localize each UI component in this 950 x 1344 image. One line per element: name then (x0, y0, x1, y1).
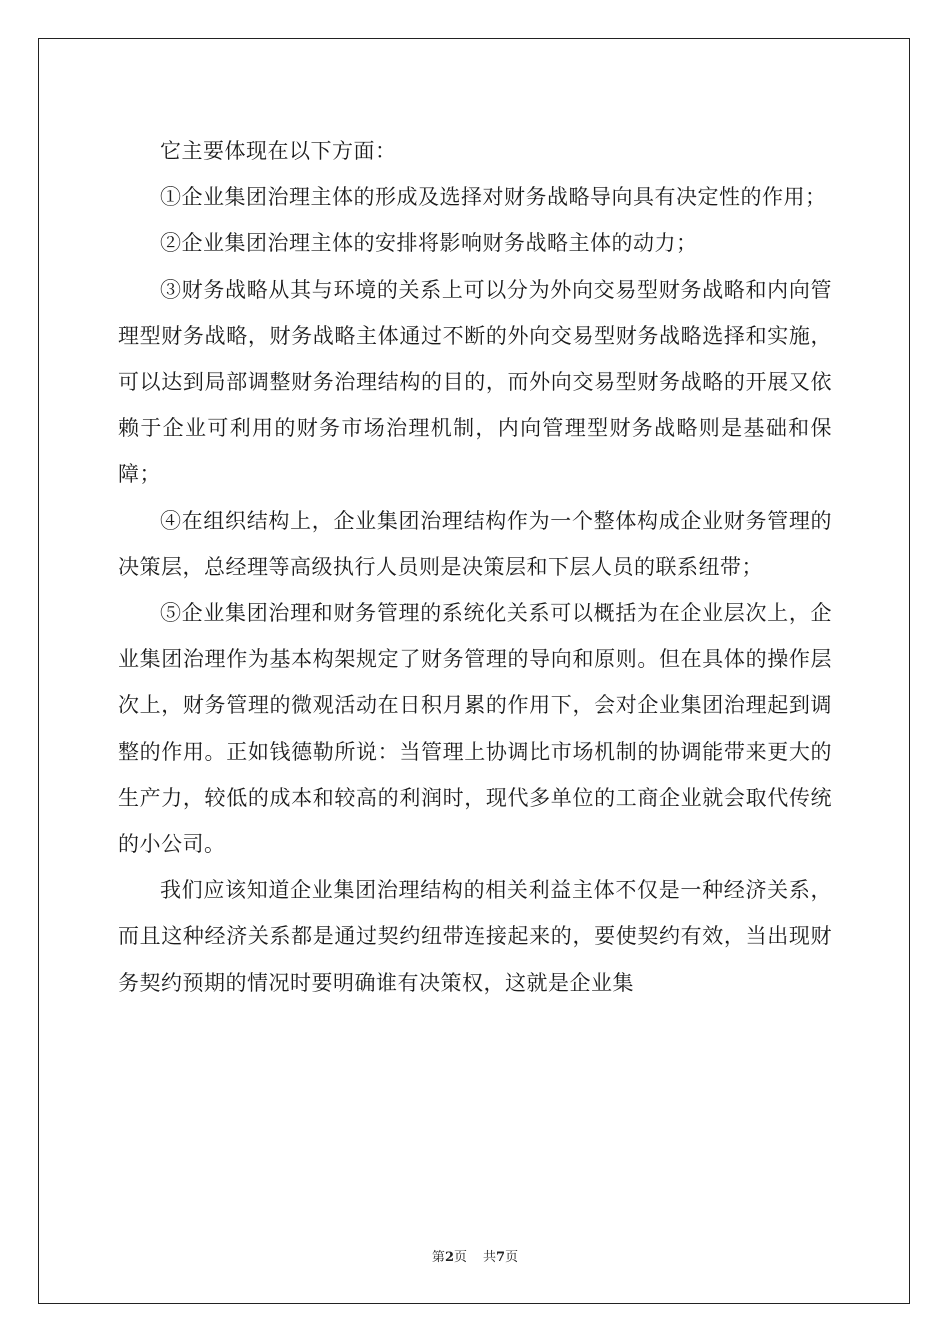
total-page-count: 7 (496, 1250, 506, 1265)
paragraph-point-5: ⑤企业集团治理和财务管理的系统化关系可以概括为在企业层次上，企业集团治理作为基本构架规定了财务管理的导向和原则。但在具体的操作层次上，财务管理的微观活动在日积月累的作用下，会对企业集团治理起到调整的作用。正如钱德勒所说：当管理上协调比市场机制的协调能带来更大的生产力，较低的成本和较高的利润时，现代多单位的工商企业就会取代传统的小公司。 (118, 601, 832, 857)
footer-prefix: 第 (431, 1250, 445, 1265)
footer-total-prefix: 共 (483, 1250, 497, 1265)
current-page-number: 2 (444, 1250, 454, 1265)
paragraph-intro: 它主要体现在以下方面： (160, 139, 397, 163)
paragraph-point-3: ③财务战略从其与环境的关系上可以分为外向交易型财务战略和内向管理型财务战略，财务战略主体通过不断的外向交易型财务战略选择和实施，可以达到局部调整财务治理结构的目的，而外向交易型财务战略的开展又依赖于企业可利用的财务市场治理机制，内向管理型财务战略则是基础和保障； (118, 277, 832, 487)
footer-total-suffix: 页 (505, 1250, 519, 1265)
paragraph-conclusion: 我们应该知道企业集团治理结构的相关利益主体不仅是一种经济关系，而且这种经济关系都是通过契约纽带连接起来的，要使契约有效，当出现财务契约预期的情况时要明确谁有决策权，这就是企业集 (118, 878, 832, 995)
document-body (118, 128, 832, 1006)
paragraph-point-2: ②企业集团治理主体的安排将影响财务战略主体的动力； (160, 231, 698, 256)
paragraph-point-1: ①企业集团治理主体的形成及选择对财务战略导向具有决定性的作用； (160, 185, 827, 210)
footer-page-suffix: 页 (453, 1250, 467, 1265)
page-footer (0, 1246, 950, 1265)
paragraph-point-4: ④在组织结构上，企业集团治理结构作为一个整体构成企业财务管理的决策层，总经理等高级执行人员则是决策层和下层人员的联系纽带； (118, 508, 832, 579)
